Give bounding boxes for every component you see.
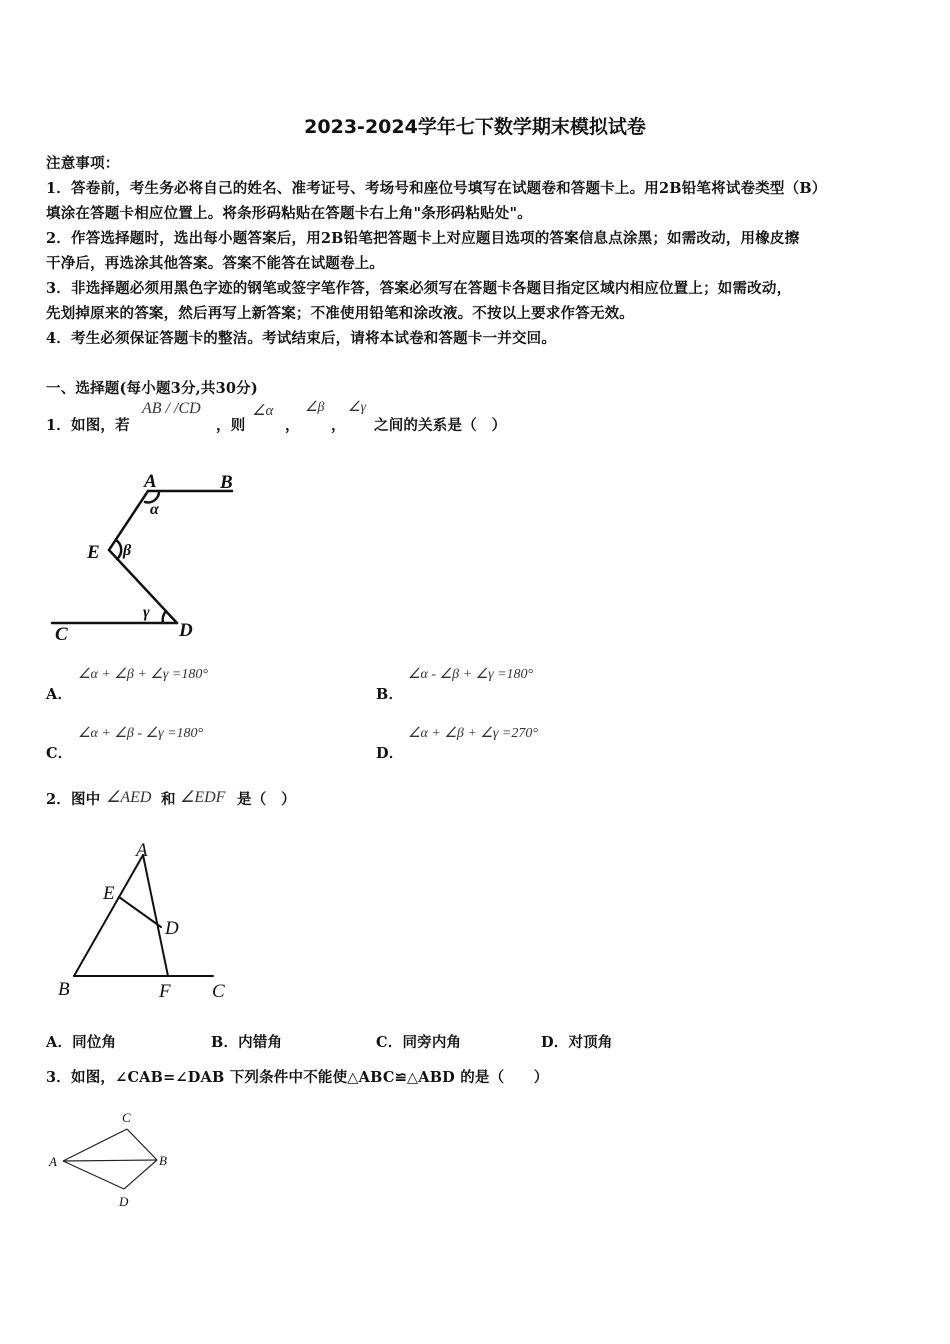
page-title: 2023-2024学年七下数学期末模拟试卷 [304,116,646,138]
q1-comma: ， [285,417,300,434]
q1-label-C: C [55,624,68,645]
notice-line: 3．非选择题必须用黑色字迹的钢笔或签字笔作答，答案必须写在答题卡各题目指定区域内相应位置上；如需改动， [46,280,792,297]
notice-heading: 注意事项： [46,155,120,172]
q1-label-gamma: γ [143,604,150,621]
q1-label-B: B [220,472,233,493]
q2-option-C: C．同旁内角 [376,1034,462,1051]
q3-label-B: B [159,1153,167,1168]
notice-line: 干净后，再选涂其他答案。答案不能答在试题卷上。 [46,255,385,272]
q2-and: 和 [161,791,176,808]
q1-option-C-letter: C． [46,745,73,762]
q2-prefix: 2．图中 [46,791,101,808]
q2-suffix: 是（ ） [237,791,296,808]
notice-line: 填涂在答题卡相应位置上。将条形码粘贴在答题卡右上角"条形码粘贴处"。 [46,205,532,222]
q1-prefix: 1．如图，若 [46,417,130,434]
q3-label-D: D [119,1194,129,1209]
section-heading: 一、选择题(每小题3分,共30分) [46,380,258,397]
q1-label-A: A [144,471,157,492]
q1-angle-alpha: ∠α [252,403,274,419]
q1-option-D-letter: D． [376,745,404,762]
q2-option-A: A．同位角 [46,1034,117,1051]
q1-option-D-formula: ∠α + ∠β + ∠γ =270° [408,726,538,741]
q1-option-B-formula: ∠α - ∠β + ∠γ =180° [408,667,534,682]
notice-line: 2．作答选择题时，选出每小题答案后，用2B铅笔把答题卡上对应题目选项的答案信息点涂黑；如需改动，用橡皮擦 [46,230,800,247]
q3-label-C: C [122,1110,131,1125]
q1-label-beta: β [123,542,132,559]
q1-option-B-letter: B． [376,686,404,703]
q2-label-C: C [212,981,225,1002]
q3-text: 3．如图，∠CAB=∠DAB 下列条件中不能使△ABC≌△ABD 的是（ ） [46,1069,549,1086]
q3-label-A: A [49,1154,57,1169]
q1-option-A-letter: A． [46,686,73,703]
q1-option-C-formula: ∠α + ∠β - ∠γ =180° [78,726,204,741]
q2-angle-EDF: ∠EDF [180,789,226,806]
q2-label-A: A [136,840,148,861]
q1-math-parallel: AB / /CD [142,400,201,417]
q1-label-E: E [87,542,100,563]
q2-angle-AED: ∠AED [106,789,152,806]
q2-option-B: B．内错角 [211,1034,283,1051]
q2-label-B: B [58,979,70,1000]
q2-label-D: D [165,918,179,939]
notice-line: 4．考生必须保证答题卡的整洁。考试结束后，请将本试卷和答题卡一并交回。 [46,330,557,347]
q1-suffix: 之间的关系是（ ） [374,417,507,434]
q1-option-A-formula: ∠α + ∠β + ∠γ =180° [78,667,208,682]
q2-label-E: E [103,883,115,904]
q2-label-F: F [159,981,171,1002]
q1-label-D: D [179,620,193,641]
q2-option-D: D．对顶角 [541,1034,613,1051]
notice-line: 1．答卷前，考生务必将自己的姓名、准考证号、考场号和座位号填写在试题卷和答题卡上。用2B铅笔将试卷类型（B） [46,180,827,197]
notice-line: 先划掉原来的答案，然后再写上新答案；不准使用铅笔和涂改液。不按以上要求作答无效。 [46,305,634,322]
q1-comma: ， [331,417,346,434]
q1-angle-gamma: ∠γ [348,400,367,415]
q1-angle-beta: ∠β [305,400,325,415]
q1-label-alpha: α [150,501,159,518]
q1-then: ，则 [216,417,246,434]
